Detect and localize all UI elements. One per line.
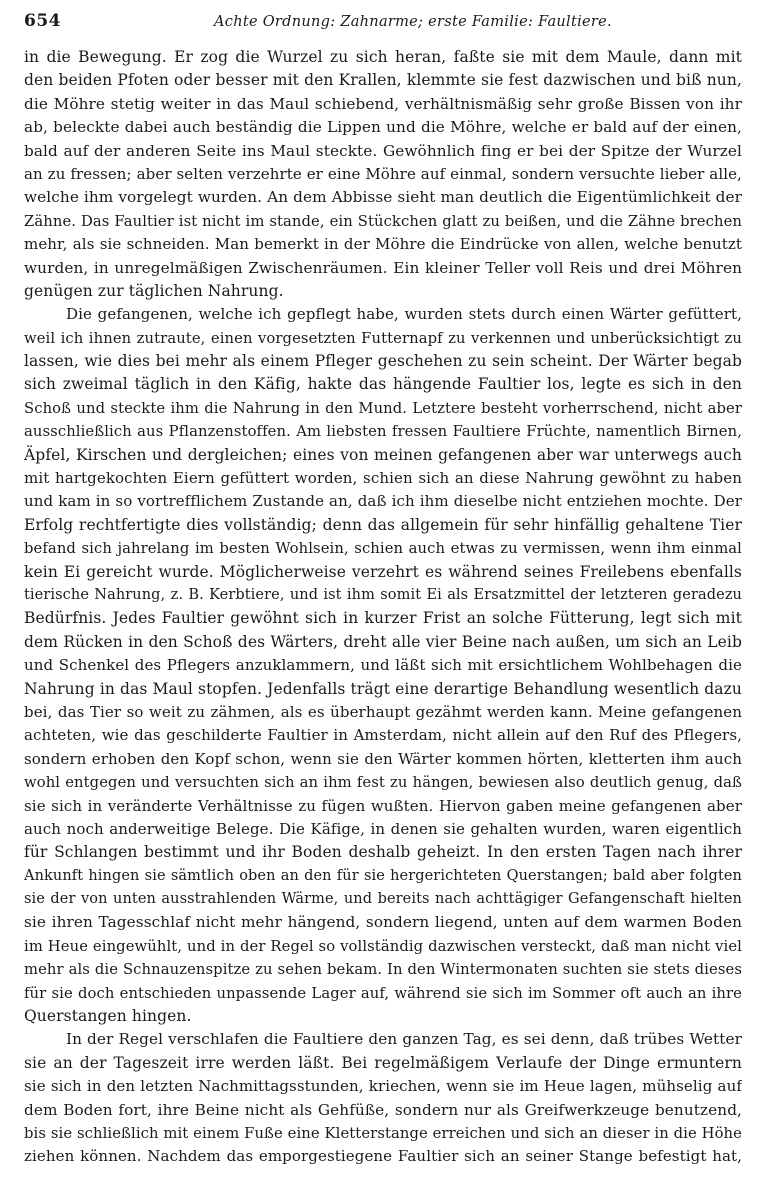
text-line: sondern erhoben den Kopf schon, wenn sie den Wärter kommen hörten, kletterten ihm auch — [24, 749, 742, 768]
text-line: bis sie schließlich mit einem Fuße eine Kletterstange erreichen und sich an dieser in die Höhe — [24, 1124, 742, 1142]
text-line: den beiden Pfoten oder besser mit den Krallen, klemmte sie fest dazwischen und biß nun, — [24, 71, 742, 90]
text-line: wohl entgegen und versuchten sich an ihm fest zu hängen, bewiesen also deutlich genug, daß — [24, 774, 742, 792]
text-line: Äpfel, Kirschen und dergleichen; eines von meinen gefangenen aber war unterwegs auch — [24, 445, 742, 464]
body-text — [24, 46, 742, 1169]
text-line: Ankunft hingen sie sämtlich oben an den für sie hergerichteten Querstangen; bald aber folgten — [24, 867, 742, 884]
paragraph — [24, 303, 742, 1028]
text-line: sie sich in veränderte Verhältnisse zu fügen wußten. Hiervon gaben meine gefangenen aber — [24, 796, 742, 815]
text-line: sie ihren Tagesschlaf nicht mehr hängend, sondern liegend, unten auf dem warmen Boden — [24, 913, 742, 932]
text-line: lassen, wie dies bei mehr als einem Pfleger geschehen zu sein scheint. Der Wärter begab — [24, 352, 742, 371]
text-line: In der Regel verschlafen die Faultiere den ganzen Tag, es sei denn, daß trübes Wetter — [66, 1030, 742, 1049]
text-line: befand sich jahrelang im besten Wohlsein, schien auch etwas zu vermissen, wenn ihm einmal — [24, 540, 742, 558]
page-number: 654 — [24, 11, 61, 31]
text-line: Bedürfnis. Jedes Faultier gewöhnt sich in kurzer Frist an solche Fütterung, legt sich mit — [24, 609, 742, 628]
paragraph — [24, 46, 742, 303]
text-line: ziehen können. Nachdem das emporgestiegene Faultier sich an seiner Stange befestigt hat, — [24, 1147, 742, 1166]
text-line: tierische Nahrung, z. B. Kerbtiere, und ist ihm somit Ei als Ersatzmittel der letzteren geradezu — [24, 586, 742, 603]
text-line: kein Ei gereicht wurde. Möglicherweise verzehrt es während seines Freilebens ebenfalls — [24, 562, 742, 581]
text-line: wurden, in unregelmäßigen Zwischenräumen. Ein kleiner Teller voll Reis und drei Möhren — [24, 258, 742, 277]
text-line: bald auf der anderen Seite ins Maul steckte. Gewöhnlich fing er bei der Spitze der Wurzel — [24, 141, 742, 160]
text-line: sie sich in den letzten Nachmittagsstunden, kriechen, wenn sie im Heue lagen, mühselig auf — [24, 1077, 742, 1096]
text-line: mit hartgekochten Eiern gefüttert worden, schien sich an diese Nahrung gewöhnt zu haben — [24, 469, 742, 488]
running-head — [24, 10, 742, 40]
text-line: dem Boden fort, ihre Beine nicht als Gehfüße, sondern nur als Greifwerkzeuge benutzend, — [24, 1100, 742, 1119]
text-line: achteten, wie das geschilderte Faultier in Amsterdam, nicht allein auf den Ruf des Pflegers, — [24, 726, 742, 745]
text-line: dem Rücken in den Schoß des Wärters, dreht alle vier Beine nach außen, um sich an Leib — [24, 632, 742, 651]
text-line: in die Bewegung. Er zog die Wurzel zu sich heran, faßte sie mit dem Maule, dann mit — [24, 48, 742, 66]
text-line: mehr als die Schnauzenspitze zu sehen bekam. In den Wintermonaten suchten sie stets dieses — [24, 961, 742, 979]
text-line: Die gefangenen, welche ich gepflegt habe, wurden stets durch einen Wärter gefüttert, — [66, 305, 742, 324]
text-line: welche ihm vorgelegt wurden. An dem Abbisse sieht man deutlich die Eigentümlichkeit der — [24, 188, 742, 207]
text-line: mehr, als sie schneiden. Man bemerkt in der Möhre die Eindrücke von allen, welche benutzt — [24, 235, 742, 254]
text-line: im Heue eingewühlt, und in der Regel so vollständig dazwischen versteckt, daß man nicht viel — [24, 937, 742, 955]
book-page — [24, 10, 742, 1190]
text-line: für Schlangen bestimmt und ihr Boden deshalb geheizt. In den ersten Tagen nach ihrer — [24, 843, 742, 862]
running-title: Achte Ordnung: Zahnarme; erste Familie: Faultiere. — [214, 14, 612, 30]
text-line: Erfolg rechtfertigte dies vollständig; denn das allgemein für sehr hinfällig gehaltene Tier — [24, 515, 742, 534]
text-line: auch noch anderweitige Belege. Die Käfige, in denen sie gehalten wurden, waren eigentlich — [24, 819, 742, 838]
text-line: sie der von unten ausstrahlenden Wärme, und bereits nach achttägiger Gefangenschaft hielten — [24, 891, 742, 908]
text-line: genügen zur täglichen Nahrung. — [24, 281, 284, 300]
text-line: die Möhre stetig weiter in das Maul schiebend, verhältnismäßig sehr große Bissen von ihr — [24, 94, 742, 113]
text-line: Schoß und steckte ihm die Nahrung in den Mund. Letztere besteht vorherrschend, nicht aber — [24, 399, 742, 417]
text-line: sich zweimal täglich in den Käfig, hakte das hängende Faultier los, legte es sich in den — [24, 375, 742, 394]
text-line: und Schenkel des Pflegers anzuklammern, und läßt sich mit ersichtlichem Wohlbehagen die — [24, 656, 742, 675]
text-line: weil ich ihnen zutraute, einen vorgesetzten Futternapf zu verkennen und unberücksichtigt zu — [24, 329, 742, 347]
text-line: sie an der Tageszeit irre werden läßt. Bei regelmäßigem Verlaufe der Dinge ermuntern — [24, 1053, 742, 1072]
text-line: für sie doch entschieden unpassende Lager auf, während sie sich im Sommer oft auch an ihre — [24, 984, 742, 1002]
text-line: Zähne. Das Faultier ist nicht im stande, ein Stückchen glatt zu beißen, und die Zähne brechen — [24, 212, 742, 230]
text-line: bei, das Tier so weit zu zähmen, als es überhaupt gezähmt werden kann. Meine gefangenen — [24, 702, 742, 721]
text-line: an zu fressen; aber selten verzehrte er eine Möhre auf einmal, sondern versuchte lieber alle, — [24, 164, 742, 183]
text-line: und kam in so vortrefflichem Zustande an, daß ich ihm dieselbe nicht entziehen mochte. Der — [24, 492, 742, 511]
text-line: ab, beleckte dabei auch beständig die Lippen und die Möhre, welche er bald auf der einen, — [24, 118, 742, 137]
paragraph — [24, 1028, 742, 1168]
text-line: ausschließlich aus Pflanzenstoffen. Am liebsten fressen Faultiere Früchte, namentlich Birnen, — [24, 423, 742, 441]
text-line: Querstangen hingen. — [24, 1007, 192, 1026]
text-line: Nahrung in das Maul stopfen. Jedenfalls trägt eine derartige Behandlung wesentlich dazu — [24, 679, 742, 698]
